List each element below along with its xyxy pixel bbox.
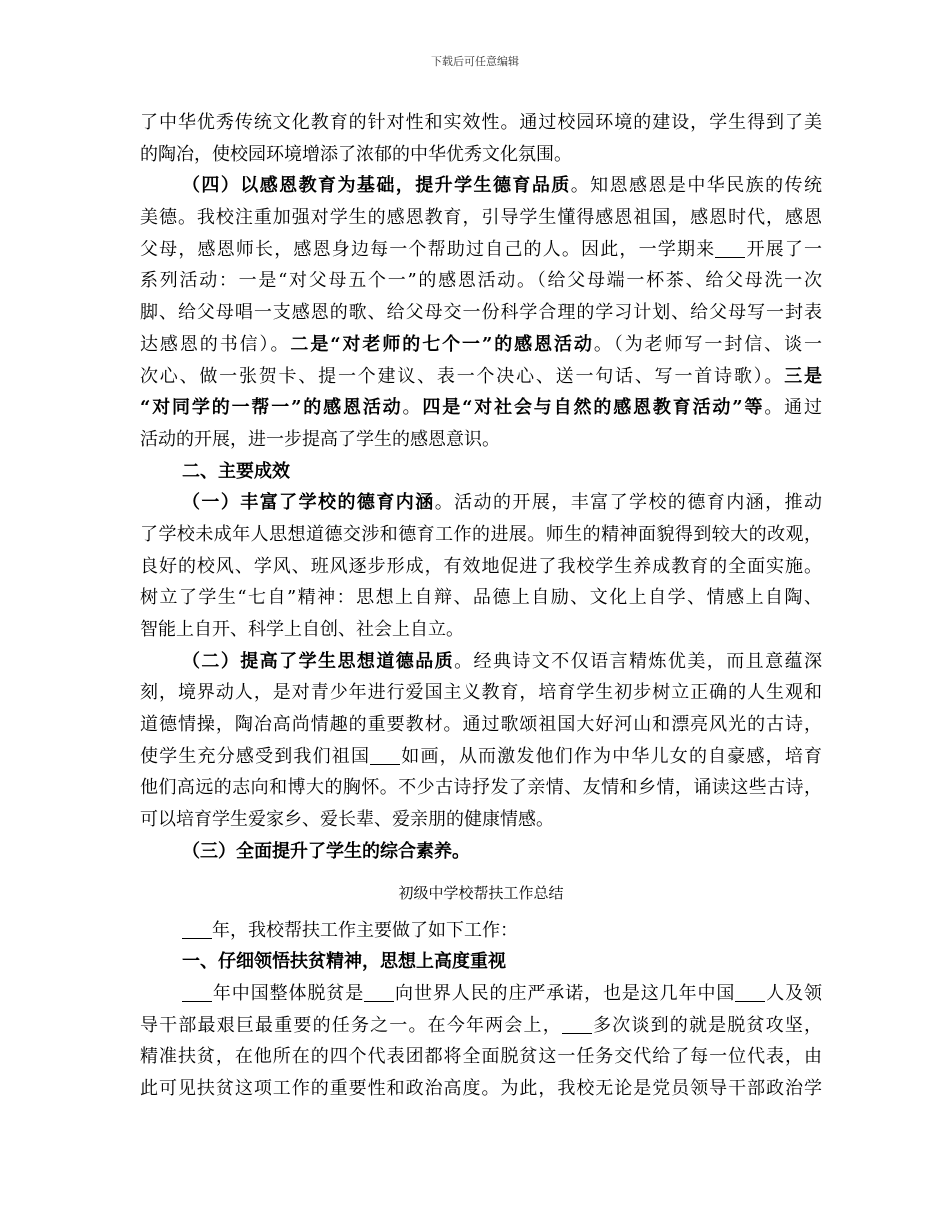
section-heading: 二、主要成效 <box>182 460 290 482</box>
paragraph-line: 的陶冶，使校园环境增添了浓郁的中华优秀文化氛围。 <box>140 143 572 165</box>
subsection-heading: （二）提高了学生思想道德品质 <box>182 650 455 672</box>
document-body <box>140 107 822 1105</box>
paragraph-line: 他们高远的志向和博大的胸怀。不少古诗抒发了亲情、友情和乡情，诵读这些古诗， <box>140 777 822 799</box>
paragraph-line: 系列活动：一是“对父母五个一”的感恩活动。（给父母端一杯茶、给父母洗一次 <box>140 270 822 292</box>
paragraph-line: （四）以感恩教育为基础，提升学生德育品质。知恩感恩是中华民族的传统 <box>182 175 822 197</box>
blank-underline <box>370 746 400 765</box>
section-heading: 一、仔细领悟扶贫精神，思想上高度重视 <box>182 951 506 973</box>
paragraph-line: 良好的校风、学风、班风逐步形成，有效地促进了我校学生养成教育的全面实施。 <box>140 555 822 577</box>
paragraph-line: 此可见扶贫这项工作的重要性和政治高度。为此，我校无论是党员领导干部政治学 <box>140 1077 822 1099</box>
paragraph-line: 次心、做一张贺卡、提一个建议、表一个决心、送一句话、写一首诗歌）。三是 <box>140 365 822 387</box>
blank-underline <box>735 983 765 1002</box>
paragraph-line: 父母，感恩师长，感恩身边每一个帮助过自己的人。因此，一学期来 开展了一 <box>140 238 822 260</box>
paragraph-line: 活动的开展，进一步提高了学生的感恩意识。 <box>140 428 500 450</box>
blank-underline <box>562 1015 592 1034</box>
document-title: 初级中学校帮扶工作总结 <box>398 883 564 902</box>
page-header: 下载后可任意编辑 <box>431 55 519 68</box>
paragraph-line: 可以培育学生爱家乡、爱长辈、爱亲朋的健康情感。 <box>140 809 554 831</box>
paragraph-line: 年中国整体脱贫是 向世界人民的庄严承诺，也是这几年中国 人及领 <box>140 978 822 1010</box>
paragraph-line: 智能上自开、科学上自创、社会上自立。 <box>140 619 464 640</box>
paragraph-line: （一）丰富了学校的德育内涵。活动的开展，丰富了学校的德育内涵，推动 <box>182 492 822 514</box>
paragraph-line: 树立了学生“七自”精神：思想上自辩、品德上自励、文化上自学、情感上自陶、 <box>140 587 822 609</box>
subsection-heading: （一）丰富了学校的德育内涵 <box>182 492 435 514</box>
paragraph-line: 了中华优秀传统文化教育的针对性和实效性。通过校园环境的建设，学生得到了美 <box>140 112 822 133</box>
blank-underline <box>715 239 745 258</box>
paragraph-line: 道德情操，陶冶高尚情趣的重要教材。通过歌颂祖国大好河山和漂亮风光的古诗， <box>140 714 822 736</box>
paragraph-line: 脚、给父母唱一支感恩的歌、给父母交一份科学合理的学习计划、给父母写一封表 <box>140 302 822 324</box>
paragraph-line: 美德。我校注重加强对学生的感恩教育，引导学生懂得感恩祖国，感恩时代，感恩 <box>140 207 822 229</box>
paragraph-line: 了学校未成年人思想道德交涉和德育工作的进展。师生的精神面貌得到较大的改观， <box>140 523 822 545</box>
blank-underline <box>364 983 394 1002</box>
paragraph-line: 年，我校帮扶工作主要做了如下工作： <box>140 915 822 947</box>
paragraph-line: 精准扶贫，在他所在的四个代表团都将全面脱贫这一任务交代给了每一位代表，由 <box>140 1046 822 1068</box>
paragraph-line: 导干部最艰巨最重要的任务之一。在今年两会上， 多次谈到的就是脱贫攻坚， <box>140 1014 822 1036</box>
paragraph-line: “对同学的一帮一”的感恩活动。四是“对社会与自然的感恩教育活动”等。通过 <box>140 397 822 419</box>
subsection-heading: （三）全面提升了学生的综合素养。 <box>182 840 470 862</box>
paragraph-line: 刻，境界动人，是对青少年进行爱国主义教育，培育学生初步树立正确的人生观和 <box>140 682 822 704</box>
blank-underline <box>182 920 212 939</box>
paragraph-line: 达感恩的书信）。二是“对老师的七个一”的感恩活动。（为老师写一封信、谈一 <box>140 333 822 355</box>
paragraph-line: 使学生充分感受到我们祖国 如画，从而激发他们作为中华儿女的自豪感，培育 <box>140 745 822 767</box>
paragraph-line: （二）提高了学生思想道德品质。经典诗文不仅语言精炼优美，而且意蕴深 <box>182 650 822 672</box>
blank-underline <box>182 983 212 1002</box>
section-heading: （四）以感恩教育为基础，提升学生德育品质 <box>182 175 571 197</box>
